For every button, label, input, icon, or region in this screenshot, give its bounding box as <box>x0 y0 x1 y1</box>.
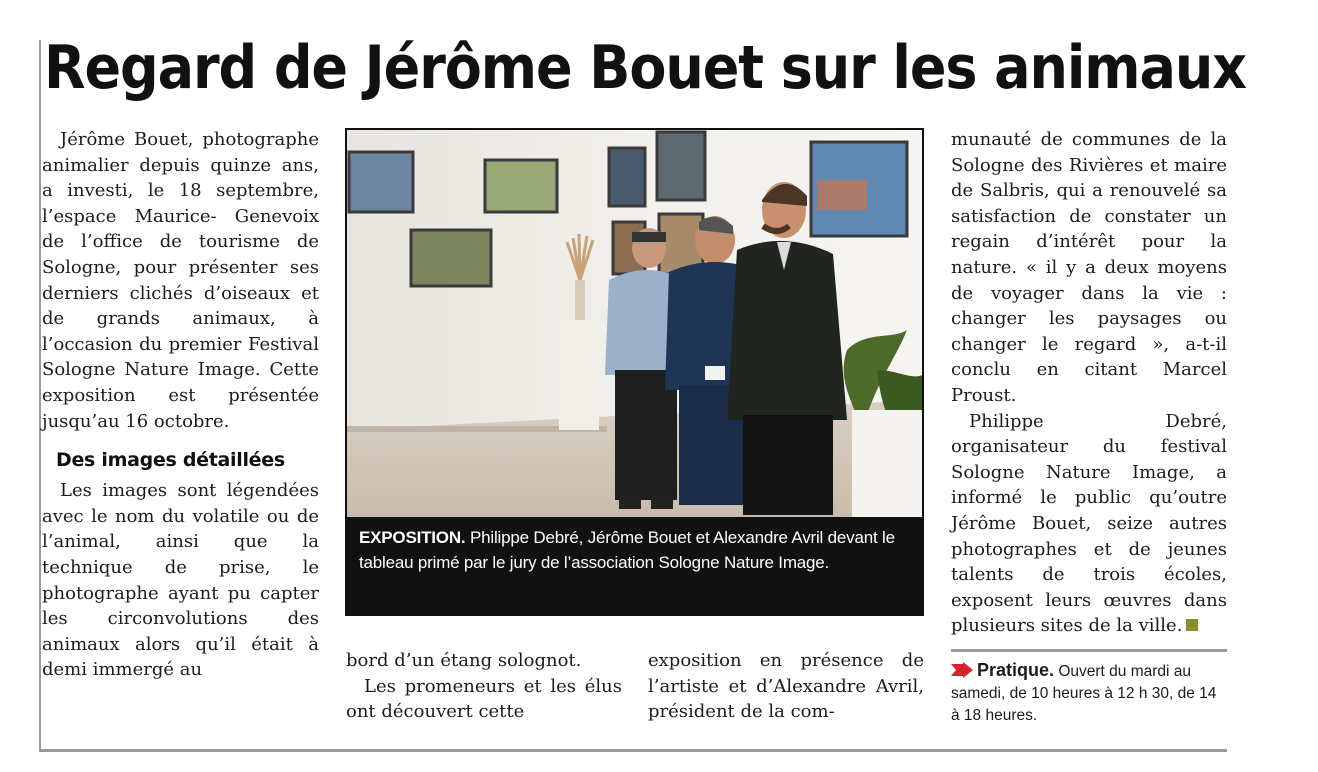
caption-lead: EXPOSITION. <box>359 528 466 547</box>
caption-text: Philippe Debré, Jérôme Bouet et Alexandre Avril devant le tableau primé par le jury de l’association Sologne Nature Image. <box>359 528 895 572</box>
practical-info-text: Ouvert du mardi au samedi, de 10 heures à 12 h 30, de 14 à 18 heures. <box>951 663 1217 724</box>
article-headline: Regard de Jérôme Bouet sur les animaux <box>44 33 1246 103</box>
practical-info-lead: Pratique. <box>977 660 1055 680</box>
end-of-article-square-icon <box>1186 619 1198 631</box>
exhibition-photo-illustration <box>347 130 922 517</box>
paragraph-quote: munauté de communes de la Sologne des Rivières et maire de Salbris, qui a renouvelé sa satisfaction de constater un regain d’intérêt pour la nature. « il y a deux moyens de voyager dans la vie : changer les paysages ou changer le regard », a-t-il conclu en citant Marcel Proust. <box>951 129 1227 406</box>
red-arrow-icon <box>951 662 973 678</box>
text-column-1 <box>42 127 319 683</box>
paragraph-organizer-text: Philippe Debré, organisateur du festival Sologne Nature Image, a informé le public qu’outre Jérôme Bouet, seize autres photographes et de jeunes talents de trois écoles, exposent leurs œuvres dans plusieurs sites de la ville. <box>951 410 1227 637</box>
pratique-rule <box>951 649 1227 652</box>
paragraph-images: Les images sont légendées avec le nom du volatile ou de l’animal, ainsi que la technique de prise, le photographe ayant pu capter les circonvolutions des animaux alors qu’il était à demi immergé au <box>42 480 319 681</box>
paragraph-continuation: bord d’un étang solognot. <box>346 650 582 671</box>
paragraph-exhibition: exposition en présence de l’artiste et d’Alexandre Avril, président de la com- <box>648 650 924 723</box>
practical-info <box>951 659 1227 727</box>
paragraph-intro: Jérôme Bouet, photographe animalier depuis quinze ans, a investi, le 18 septembre, l’espace Maurice- Genevoix de l’office de tourisme de Sologne, pour présenter ses derniers clichés d’oiseaux et de grands animaux, à l’occasion du premier Festival Sologne Nature Image. Cette exposition est présentée jusqu’au 16 octobre. <box>42 129 319 432</box>
paragraph-organizer <box>951 409 1227 639</box>
section-subheading: Des images détaillées <box>56 449 285 472</box>
text-column-3 <box>648 648 924 725</box>
photo-figure <box>345 128 924 616</box>
left-column-rule <box>39 40 41 752</box>
text-column-4 <box>951 127 1227 639</box>
exhibition-photo <box>347 130 922 517</box>
text-column-2 <box>346 648 622 725</box>
bottom-rule <box>39 749 1227 752</box>
paragraph-visitors: Les promeneurs et les élus ont découvert cette <box>346 675 622 723</box>
photo-caption <box>359 525 914 575</box>
